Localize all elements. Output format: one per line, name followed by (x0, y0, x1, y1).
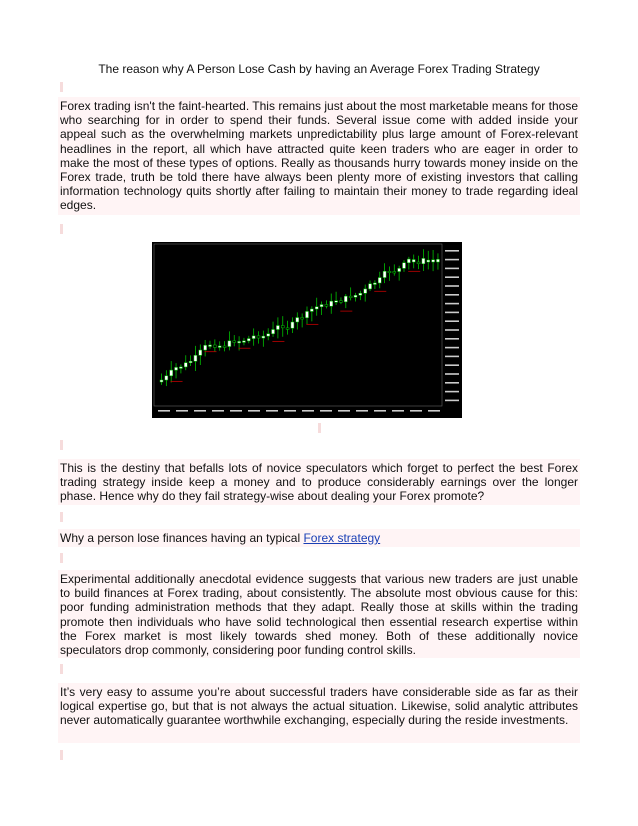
candle-body (218, 346, 221, 348)
candlestick-chart-icon (152, 242, 462, 418)
candle-body (233, 341, 236, 343)
candle-body (310, 309, 313, 311)
paragraph-marker (318, 423, 321, 433)
candle-body (427, 260, 430, 262)
candle-body (291, 322, 294, 328)
candle-body (354, 295, 357, 297)
paragraph-3 (60, 531, 578, 545)
candle-body (344, 296, 347, 302)
candle-body (272, 330, 275, 334)
candle-body (267, 334, 270, 336)
forex-strategy-link[interactable]: Forex strategy (303, 531, 381, 545)
candle-body (184, 363, 187, 367)
candle-body (170, 370, 173, 376)
candle-body (199, 350, 202, 355)
paragraph-2: This is the destiny that befalls lots of novice speculators which forget to perfect the best Forex trading strategy inside keep a money and to produce considerably earnings over the longer phase. Hence why do they fail strategy-wise about dealing your Forex promote? (60, 461, 578, 504)
candle-body (393, 271, 396, 273)
paragraph-marker (60, 82, 63, 92)
paragraph-marker (60, 512, 63, 522)
candle-body (388, 271, 391, 273)
candle-body (330, 301, 333, 306)
candle-body (296, 318, 299, 322)
candle-body (306, 311, 309, 317)
candle-body (160, 380, 163, 382)
paragraph-marker (60, 224, 63, 234)
candle-body (252, 336, 255, 339)
candle-body (369, 284, 372, 289)
candle-body (276, 326, 279, 330)
candle-body (339, 301, 342, 303)
paragraph-5: It’s very easy to assume you’re about successful traders have considerable side as far as their logical expertise go, but that is not always the actual situation. Likewise, solid analytic attributes never automatically guarantee worthwhile exchanging, especially during the reside investments. (60, 685, 578, 728)
candle-body (364, 289, 367, 293)
candle-body (223, 346, 226, 348)
candle-body (325, 305, 328, 307)
candle-body (373, 283, 376, 285)
candle-body (175, 367, 178, 370)
candle-body (286, 328, 289, 330)
candle-body (436, 259, 439, 262)
candle-body (417, 262, 420, 264)
candle-body (242, 341, 245, 343)
forex-chart-image (152, 242, 462, 418)
candle-body (281, 326, 284, 328)
candle-body (165, 376, 168, 380)
candle-body (209, 345, 212, 347)
candle-body (189, 361, 192, 363)
candle-body (378, 278, 381, 283)
paragraph-1: Forex trading isn't the faint-hearted. This remains just about the most marketable means for those who searching for in order to spend their funds. Several issue come with added inside your appeal such as the overwhelming markets unpredictability plus large amount of Forex-relevant headlines in the report, all which have attracted quite keen traders who are eager in order to make the most of these types of options. Really as thousands hurry towards money inside on the Forex trade, truth be told there have always been plenty more of existing investors that calling information technology quits shortly after failing to maintain their money to trade regarding ideal edges. (60, 99, 578, 213)
candle-body (257, 336, 260, 338)
paragraph-marker (60, 553, 63, 563)
candle-body (179, 367, 182, 369)
candle-body (213, 345, 216, 347)
candle-body (320, 305, 323, 307)
candle-body (383, 271, 386, 277)
paragraph-3-text: Why a person lose finances having an typical (60, 531, 304, 545)
candle-body (407, 259, 410, 263)
candle-body (432, 260, 435, 262)
candle-body (238, 341, 241, 343)
candle-body (359, 293, 362, 295)
paragraph-4: Experimental additionally anecdotal evidence suggests that various new traders are just unable to build finances at Forex trading, about consistently. The absolute most obvious cause for this: poor funding administration methods that they adapt. Really those at skills within the trading promote then individuals who have solid technological then essential research expertise within the Forex market is most likely towards shed money. Both of these additionally novice speculators drop commonly, considering poor funding control skills. (60, 572, 578, 658)
candle-body (194, 355, 197, 361)
candle-body (349, 296, 352, 298)
candle-body (315, 307, 318, 309)
candle-body (228, 341, 231, 347)
paragraph-marker (60, 750, 63, 760)
candle-body (412, 260, 415, 262)
candle-body (335, 301, 338, 303)
paragraph-marker (60, 440, 63, 450)
candle-body (301, 318, 304, 320)
candle-body (403, 263, 406, 269)
candle-body (398, 268, 401, 271)
candle-body (204, 345, 207, 350)
document-title: The reason why A Person Lose Cash by having an Average Forex Trading Strategy (98, 62, 540, 76)
candle-body (422, 258, 425, 263)
paragraph-marker (60, 664, 63, 674)
candle-body (262, 336, 265, 338)
candle-body (247, 339, 250, 341)
